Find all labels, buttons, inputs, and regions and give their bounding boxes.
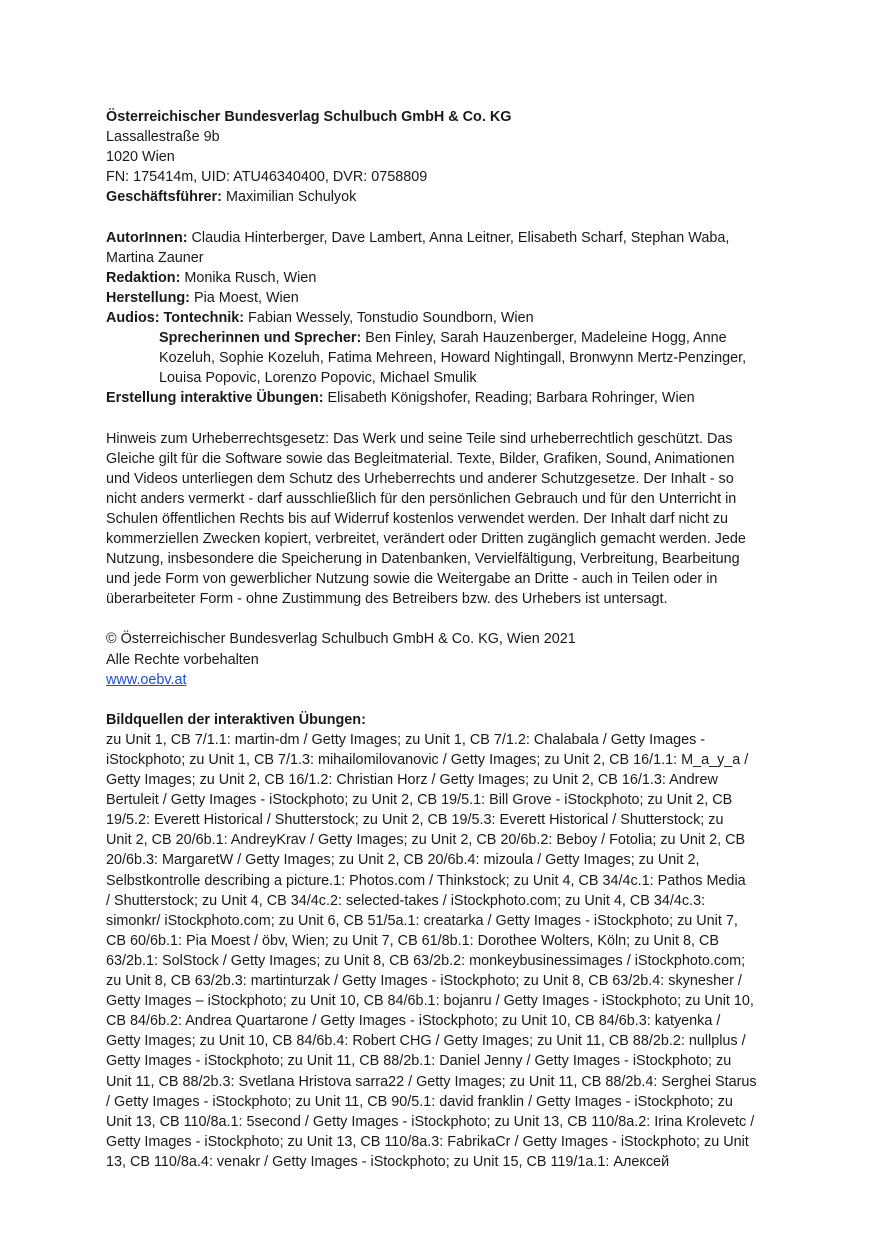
- credits-speakers-cont-2: Louisa Popovic, Lorenzo Popovic, Michael Smulik: [159, 370, 477, 387]
- publisher-name: Österreichischer Bundesverlag Schulbuch GmbH & Co. KG: [106, 109, 512, 125]
- notice-line: überarbeiteter Form - ohne Zustimmung des Betreibers bzw. des Urhebers ist untersagt.: [106, 591, 668, 608]
- source-line: Selbstkontrolle describing a picture.1: Photos.com / Thinkstock; zu Unit 4, CB 34/4c.1: Pathos Media: [106, 872, 746, 889]
- publisher-block: [106, 107, 796, 207]
- credits-editing: Redaktion: Monika Rusch, Wien: [106, 269, 317, 286]
- credits-speakers: Sprecherinnen und Sprecher: Ben Finley, Sarah Hauzenberger, Madeleine Hogg, Anne: [159, 330, 727, 347]
- source-line: zu Unit 1, CB 7/1.1: martin-dm / Getty Images; zu Unit 1, CB 7/1.2: Chalabala / Getty Images -: [106, 731, 706, 748]
- source-line: Getty Images – iStockphoto; zu Unit 10, CB 84/6b.1: bojanru / Getty Images - iStockphoto; zu Unit 10,: [106, 993, 754, 1010]
- imprint-page: [106, 107, 796, 1172]
- notice-line: kommerziellen Zwecken kopiert, verbreitet, verändert oder Dritten zugänglich gemacht werden. Jede: [106, 530, 746, 547]
- source-line: 19/5.2: Everett Historical / Shutterstock; zu Unit 2, CB 19/5.3: Everett Historical / Shutterstock; zu: [106, 812, 724, 829]
- source-line: 13, CB 110/8a.4: venakr / Getty Images - iStockphoto; zu Unit 15, CB 119/1a.1: Алексей: [106, 1153, 670, 1170]
- source-line: zu Unit 8, CB 63/2b.3: martinturzak / Getty Images - iStockphoto; zu Unit 8, CB 63/2b.4: skynesher /: [106, 973, 742, 990]
- publisher-registry: FN: 175414m, UID: ATU46340400, DVR: 0758809: [106, 169, 428, 186]
- source-line: / Getty Images - iStockphoto; zu Unit 11, CB 90/5.1: david franklin / Getty Images - iStockphoto; zu: [106, 1093, 733, 1110]
- copyright-notice: [106, 429, 796, 610]
- source-line: iStockphoto; zu Unit 1, CB 7/1.3: mihailomilovanovic / Getty Images; zu Unit 2, CB 16/1.1: M_a_y_a /: [106, 752, 749, 768]
- notice-line: und Videos unterliegen dem Schutz des Urheberrechts und anderer Schutzgesetze. Der Inhalt - so: [106, 470, 734, 487]
- source-line: Getty Images; zu Unit 2, CB 16/1.2: Christian Horz / Getty Images; zu Unit 2, CB 16/1.3: Andrew: [106, 772, 718, 789]
- source-line: Getty Images - iStockphoto; zu Unit 13, CB 110/8a.3: FabrikaCr / Getty Images - iStockphoto; zu Unit: [106, 1133, 749, 1150]
- copyright-rights: Alle Rechte vorbehalten: [106, 651, 259, 668]
- source-line: CB 84/6b.2: Andrea Quartarone / Getty Images - iStockphoto; zu Unit 10, CB 84/6b.3: katyenka /: [106, 1013, 721, 1030]
- source-line: / Shutterstock; zu Unit 4, CB 34/4c.2: selected-takes / iStockphoto.com; zu Unit 4, CB 34/4c.3:: [106, 892, 706, 909]
- image-sources: [106, 710, 796, 1172]
- credits-audio: Audios: Tontechnik: Fabian Wessely, Tonstudio Soundborn, Wien: [106, 309, 534, 326]
- source-line: 63/2b.1: SolStock / Getty Images; zu Unit 8, CB 63/2b.2: monkeybusinessimages / iStockphoto.com;: [106, 952, 746, 969]
- source-line: CB 60/6b.1: Pia Moest / öbv, Wien; zu Unit 7, CB 61/8b.1: Dorothee Wolters, Köln; zu Unit 8, CB: [106, 932, 719, 949]
- notice-line: Schulen öffentlichen Rechts bis auf Widerruf kostenlos verwendet werden. Der Inhalt darf nicht zu: [106, 510, 729, 527]
- credits-authors-cont: Martina Zauner: [106, 249, 204, 266]
- credits-production: Herstellung: Pia Moest, Wien: [106, 289, 299, 306]
- copyright-block: [106, 629, 796, 689]
- notice-line: Hinweis zum Urheberrechtsgesetz: Das Werk und seine Teile sind urheberrechtlich geschützt. Das: [106, 430, 733, 447]
- credits-interactive: Erstellung interaktive Übungen: Elisabeth Königshofer, Reading; Barbara Rohringer, Wien: [106, 390, 695, 407]
- source-line: simonkr/ iStockphoto.com; zu Unit 6, CB 51/5a.1: creatarka / Getty Images - iStockphoto; zu Unit 7,: [106, 912, 738, 929]
- image-sources-heading: Bildquellen der interaktiven Übungen:: [106, 711, 366, 728]
- website-link[interactable]: www.oebv.at: [106, 671, 187, 688]
- notice-line: Gleiche gilt für die Software sowie das Begleitmaterial. Texte, Bilder, Grafiken, Sound, Animationen: [106, 450, 735, 467]
- source-line: Unit 2, CB 20/6b.1: AndreyKrav / Getty Images; zu Unit 2, CB 20/6b.2: Beboy / Fotolia; zu Unit 2, CB: [106, 832, 746, 849]
- copyright-line: © Österreichischer Bundesverlag Schulbuch GmbH & Co. KG, Wien 2021: [106, 631, 576, 648]
- publisher-street: Lassallestraße 9b: [106, 129, 220, 146]
- source-line: Bertuleit / Getty Images - iStockphoto; zu Unit 2, CB 19/5.1: Bill Grove - iStockphoto; zu Unit 2, CB: [106, 792, 733, 809]
- publisher-ceo: Geschäftsführer: Maximilian Schulyok: [106, 189, 357, 206]
- source-line: Getty Images - iStockphoto; zu Unit 11, CB 88/2b.1: Daniel Jenny / Getty Images - iStockphoto; zu: [106, 1053, 732, 1070]
- source-line: 20/6b.3: MargaretW / Getty Images; zu Unit 2, CB 20/6b.4: mizoula / Getty Images; zu Unit 2,: [106, 852, 700, 869]
- credits-block: [106, 228, 796, 409]
- notice-line: Nutzung, insbesondere die Speicherung in Datenbanken, Vervielfältigung, Verbreitung, Bearbeitung: [106, 551, 740, 568]
- notice-line: und jede Form von gewerblicher Nutzung sowie die Weitergabe an Dritte - auch in Teilen oder in: [106, 571, 718, 588]
- source-line: Unit 13, CB 110/8a.1: 5second / Getty Images - iStockphoto; zu Unit 13, CB 110/8a.2: Irina Krolevetc /: [106, 1113, 755, 1130]
- publisher-city: 1020 Wien: [106, 149, 175, 166]
- source-line: Unit 11, CB 88/2b.3: Svetlana Hristova sarra22 / Getty Images; zu Unit 11, CB 88/2b.4: Serghei Starus: [106, 1073, 757, 1090]
- notice-line: nicht anders vermerkt - darf ausschließlich für den persönlichen Gebrauch und für den Unterricht in: [106, 490, 737, 507]
- credits-authors: AutorInnen: Claudia Hinterberger, Dave Lambert, Anna Leitner, Elisabeth Scharf, Stephan Waba,: [106, 229, 730, 246]
- credits-speakers-cont-1: Kozeluh, Sophie Kozeluh, Fatima Mehreen, Howard Nightingall, Bronwynn Mertz-Penzinger,: [159, 350, 747, 367]
- source-line: Getty Images; zu Unit 10, CB 84/6b.4: Robert CHG / Getty Images; zu Unit 11, CB 88/2b.2: nullplus /: [106, 1033, 746, 1050]
- website-line: [106, 670, 796, 690]
